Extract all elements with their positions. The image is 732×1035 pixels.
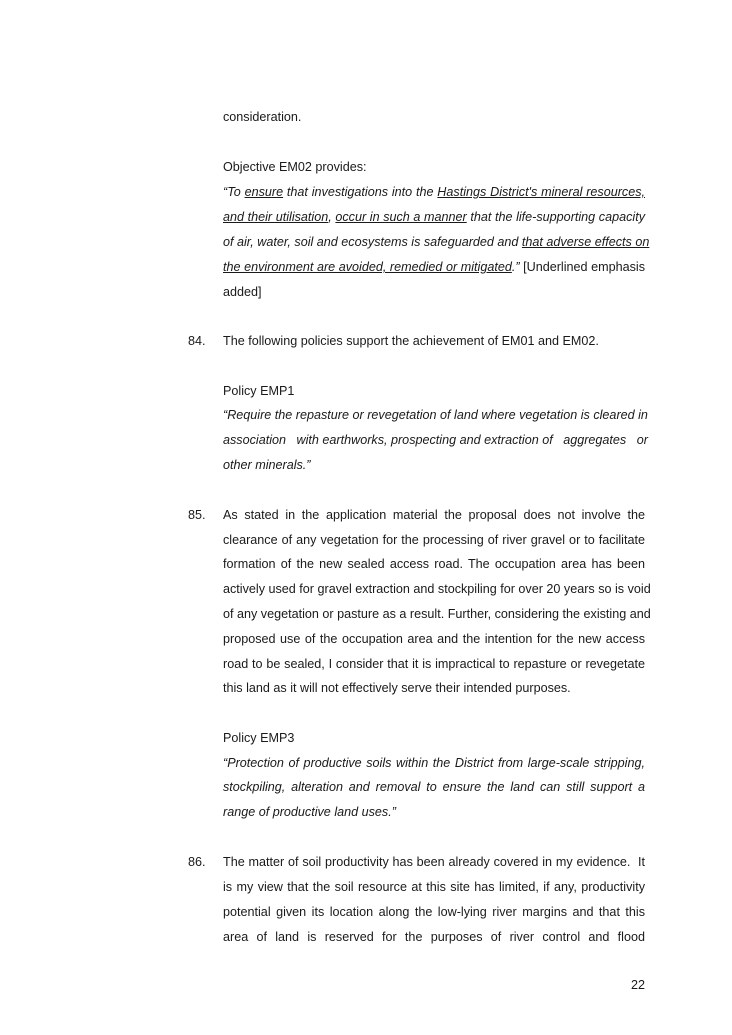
paragraph-85-line-1: As stated in the application material the proposal does not involve the xyxy=(223,508,645,522)
paragraph-number-85: 85. xyxy=(188,508,206,522)
em02-quote-line-5: added] xyxy=(223,285,262,299)
quote-text: “To xyxy=(223,185,245,199)
paragraph-85-line-6: proposed use of the occupation area and the intention for the new access xyxy=(223,632,645,646)
em02-quote-line-1 xyxy=(223,184,645,200)
intro-line: consideration. xyxy=(223,110,302,124)
page-number: 22 xyxy=(631,978,646,992)
paragraph-84-text: The following policies support the achievement of EM01 and EM02. xyxy=(223,334,599,348)
emp3-heading: Policy EMP3 xyxy=(223,731,295,745)
paragraph-86-line-4: area of land is reserved for the purposes of river control and flood xyxy=(223,930,645,944)
emp1-heading: Policy EMP1 xyxy=(223,384,295,398)
em02-heading: Objective EM02 provides: xyxy=(223,160,367,174)
underlined-text: that adverse effects on xyxy=(521,235,650,249)
em02-quote-line-4 xyxy=(223,259,645,275)
quote-text: .” xyxy=(511,260,520,274)
em02-quote-line-2 xyxy=(223,209,645,225)
paragraph-85-line-8: this land as it will not effectively serve their intended purposes. xyxy=(223,681,571,695)
paragraph-number-84: 84. xyxy=(188,334,206,348)
paragraph-85-line-2: clearance of any vegetation for the processing of river gravel or to facilitate xyxy=(223,533,645,547)
emp1-quote-line-2: association with earthworks, prospecting and extraction of aggregates or xyxy=(223,433,648,447)
emp1-quote-line-1: “Require the repasture or revegetation of land where vegetation is cleared in xyxy=(223,408,648,422)
underlined-text: the environment are avoided, remedied or mitigated xyxy=(223,260,512,274)
emphasis-note: [Underlined emphasis xyxy=(519,260,645,274)
emp3-quote-line-1: “Protection of productive soils within the District from large-scale stripping, xyxy=(223,756,645,770)
underlined-text: occur in such a manner xyxy=(335,210,467,224)
paragraph-85-line-5: of any vegetation or pasture as a result. Further, considering the existing and xyxy=(223,607,651,621)
paragraph-number-86: 86. xyxy=(188,855,206,869)
emp3-quote-line-2: stockpiling, alteration and removal to ensure the land can still support a xyxy=(223,780,645,794)
emp3-quote-line-3: range of productive land uses.” xyxy=(223,805,396,819)
paragraph-86-line-3: potential given its location along the low-lying river margins and that this xyxy=(223,905,645,919)
paragraph-86-line-1: The matter of soil productivity has been already covered in my evidence. It xyxy=(223,855,645,869)
emp1-quote-line-3: other minerals.” xyxy=(223,458,311,472)
quote-text: of air, water, soil and ecosystems is safeguarded and xyxy=(223,235,522,249)
paragraph-85-line-3: formation of the new sealed access road. The occupation area has been xyxy=(223,557,645,571)
paragraph-86-line-2: is my view that the soil resource at this site has limited, if any, productivity xyxy=(223,880,645,894)
underlined-text: ensure xyxy=(244,185,284,199)
underlined-text: and their utilisation xyxy=(223,210,329,224)
paragraph-85-line-7: road to be sealed, I consider that it is impractical to repasture or revegetate xyxy=(223,657,645,671)
quote-text: , xyxy=(328,210,336,224)
quote-text: that the life-supporting capacity xyxy=(466,210,646,224)
paragraph-85-line-4: actively used for gravel extraction and stockpiling for over 20 years so is void xyxy=(223,582,651,596)
em02-quote-line-3 xyxy=(223,234,650,250)
quote-text: that investigations into the xyxy=(283,185,438,199)
underlined-text: Hastings District's mineral resources, xyxy=(437,185,646,199)
